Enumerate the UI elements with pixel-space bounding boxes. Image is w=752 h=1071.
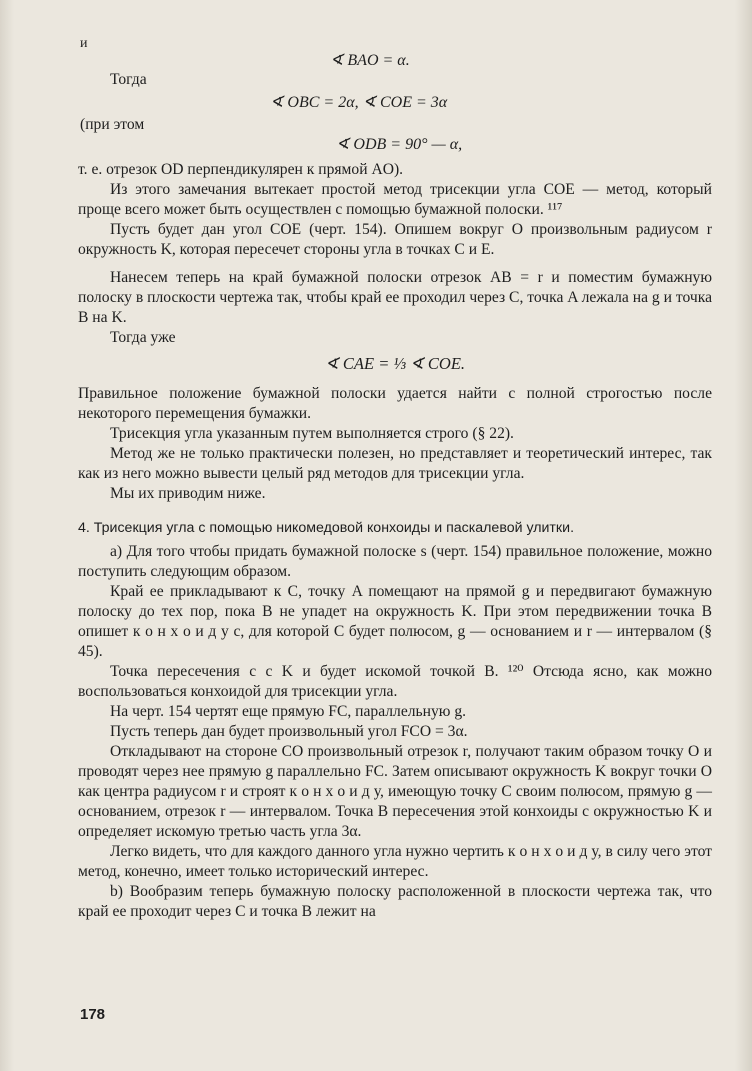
- paragraph-8: Мы их приводим ниже.: [110, 485, 266, 502]
- page-number: 178: [80, 1006, 106, 1023]
- paragraph-15: Легко видеть, что для каждого данного угла нужно чертить к о н х о и д у, в силу чего этот метод, конечно, имеет только исторический интерес.: [78, 843, 712, 880]
- formula-obc-coe: ∢ OBC = 2α, ∢ COE = 3α: [270, 94, 448, 111]
- line-then: Тогда: [110, 71, 147, 88]
- paragraph-13: Пусть теперь дан будет произвольный угол FCO = 3α.: [110, 723, 468, 740]
- formula-bao: ∢ BAO = α.: [330, 52, 410, 69]
- paragraph-9: а) Для того чтобы придать бумажной полоске s (черт. 154) правильное положение, можно поступить следующим образом.: [78, 543, 712, 580]
- line-and: и: [80, 36, 88, 51]
- line-wherein: (при этом: [80, 116, 145, 133]
- paragraph-14: Откладывают на стороне CO произвольный отрезок r, получают таким образом точку O и проводят через нее прямую g параллельно FC. Затем описывают окружность K вокруг точки O как центра радиусом r и строят к о н х о и д у, имеющую точку C своим полюсом, прямую g — основанием, отрезок r — интервалом. Точка B пересечения этой конхоиды с окружностью K и определяет искомую третью часть угла 3α.: [78, 743, 712, 840]
- paragraph-od: т. е. отрезок OD перпендикулярен к прямой AO).: [78, 161, 404, 178]
- formula-cae: ∢ CAE = ⅓ ∢ COE.: [324, 354, 466, 373]
- formula-odb: ∢ ODB = 90° — α,: [336, 136, 463, 153]
- paragraph-10: Край ее прикладывают к C, точку A помещают на прямой g и передвигают бумажную полоску до тех пор, пока B не упадет на окружность K. При этом передвижении точка B опишет к о н х о и д у c, для которой C будет полюсом, g — основанием и r — интервалом (§ 45).: [78, 583, 712, 660]
- paragraph-2: Пусть будет дан угол COE (черт. 154). Опишем вокруг O произвольным радиусом r окружность K, которая пересечет стороны угла в точках C и E.: [78, 221, 712, 258]
- paragraph-4: Тогда уже: [110, 329, 176, 346]
- paragraph-5: Правильное положение бумажной полоски удается найти с полной строгостью после некоторого перемещения бумажки.: [78, 385, 712, 422]
- section-heading: 4. Трисекция угла с помощью никомедовой конхоиды и паскалевой улитки.: [78, 520, 575, 536]
- paragraph-12: На черт. 154 чертят еще прямую FC, параллельную g.: [110, 703, 467, 720]
- paragraph-3: Нанесем теперь на край бумажной полоски отрезок AB = r и поместим бумажную полоску в плоскости чертежа так, чтобы край ее проходил через C, точка A лежала на g и точка B на K.: [78, 269, 712, 326]
- paragraph-16: b) Вообразим теперь бумажную полоску расположенной в плоскости чертежа так, что край ее проходит через C и точка B лежит на: [78, 883, 712, 920]
- paragraph-1: Из этого замечания вытекает простой метод трисекции угла COE — метод, который проще всего может быть осуществлен с помощью бумажной полоски. ¹¹⁷: [78, 181, 712, 218]
- paragraph-7: Метод же не только практически полезен, но представляет и теоретический интерес, так как из него можно вывести целый ряд методов для трисекции угла.: [78, 445, 712, 482]
- paragraph-11: Точка пересечения c с K и будет искомой точкой B. ¹²⁰ Отсюда ясно, как можно воспользоваться конхоидой для трисекции угла.: [78, 663, 712, 700]
- main-text: [78, 160, 712, 922]
- paragraph-6: Трисекция угла указанным путем выполняется строго (§ 22).: [110, 425, 514, 442]
